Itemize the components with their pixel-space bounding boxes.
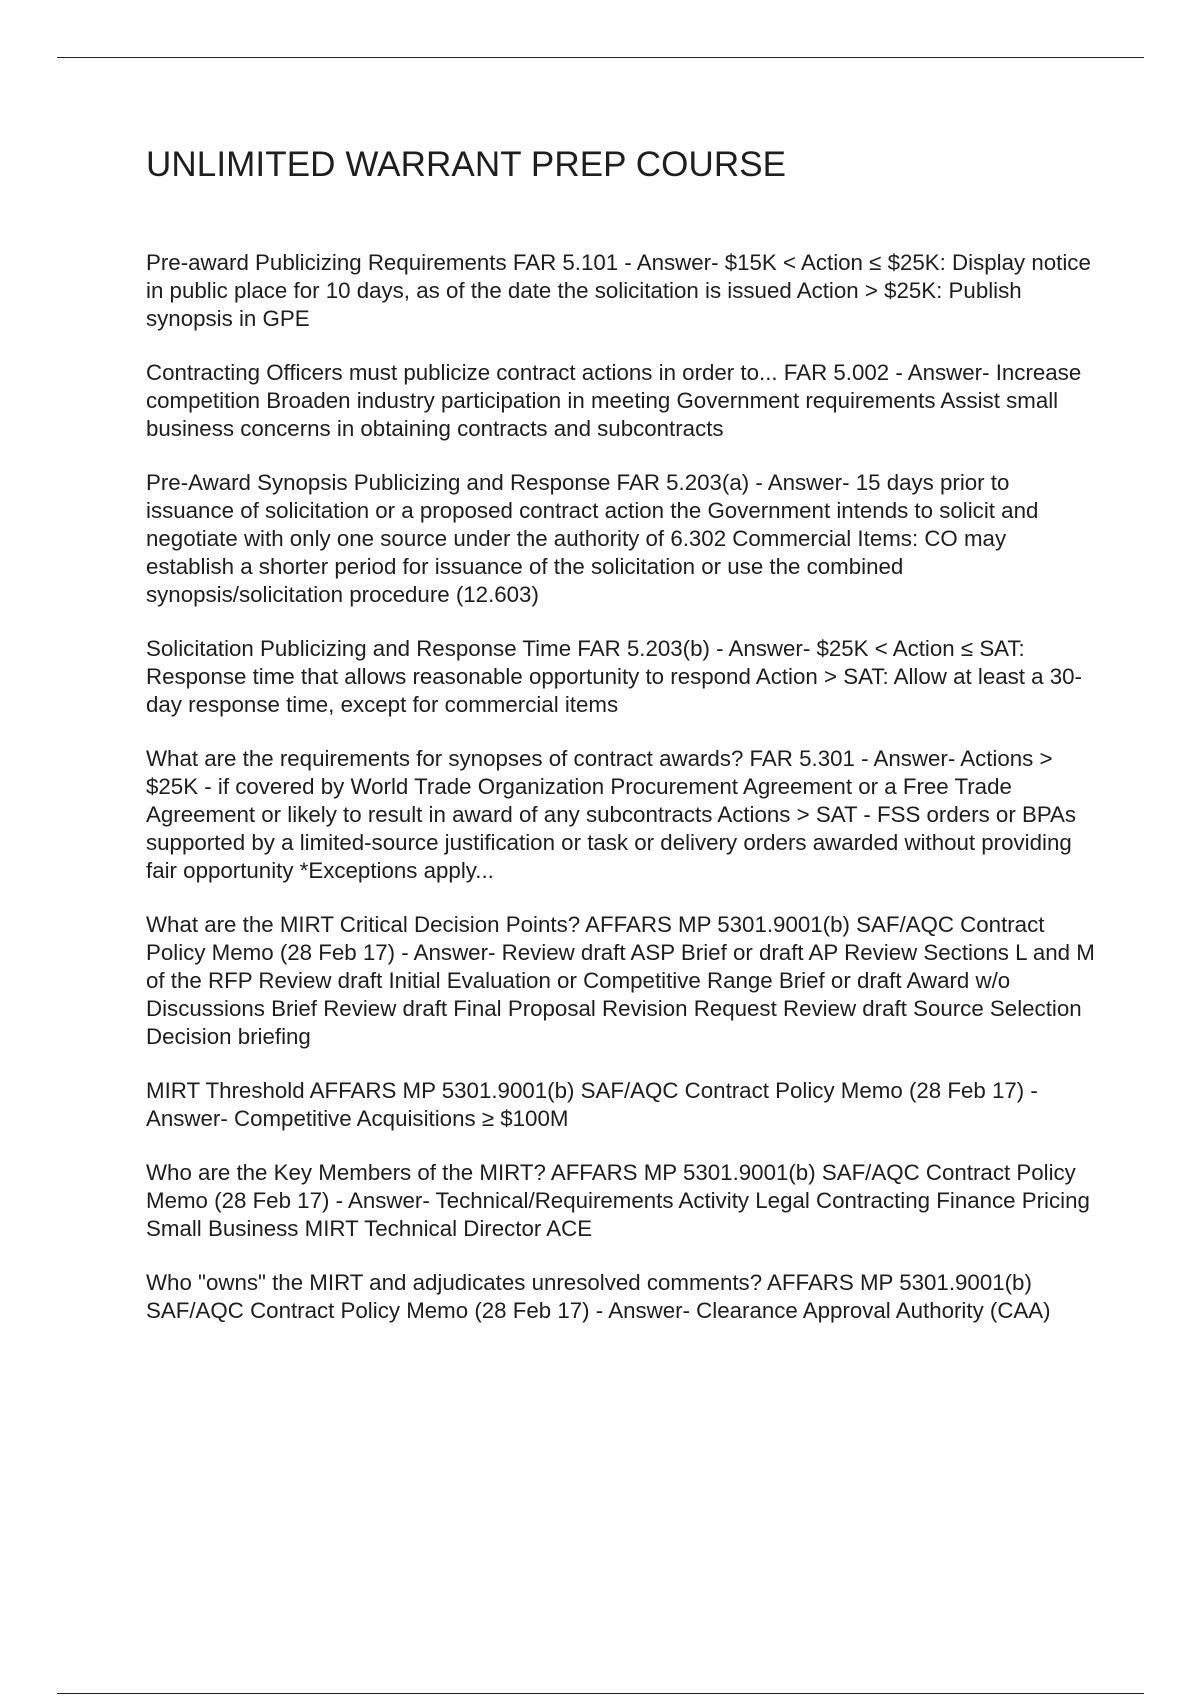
qa-list (146, 249, 1096, 1325)
qa-entry: What are the requirements for synopses of contract awards? FAR 5.301 - Answer- Actions > $25K - if covered by World Trade Organization Procurement Agreement or a Free Trade Agreement or likely to result in award of any subcontracts Actions > SAT - FSS orders or BPAs supported by a limited-source justification or task or delivery orders awarded without providing fair opportunity *Exceptions apply... (146, 746, 1077, 883)
document-page (146, 143, 1096, 1351)
qa-entry: Who are the Key Members of the MIRT? AFFARS MP 5301.9001(b) SAF/AQC Contract Policy Memo (28 Feb 17) - Answer- Technical/Requirements Activity Legal Contracting Finance Pricing Small Business MIRT Technical Director ACE (146, 1160, 1090, 1241)
document-title: UNLIMITED WARRANT PREP COURSE (146, 145, 787, 184)
qa-entry: Who "owns" the MIRT and adjudicates unresolved comments? AFFARS MP 5301.9001(b) SAF/AQC Contract Policy Memo (28 Feb 17) - Answer- Clearance Approval Authority (CAA) (146, 1270, 1051, 1323)
qa-entry: Pre-Award Synopsis Publicizing and Response FAR 5.203(a) - Answer- 15 days prior to issuance of solicitation or a proposed contract action the Government intends to solicit and negotiate with only one source under the authority of 6.302 Commercial Items: CO may establish a shorter period for issuance of the solicitation or use the combined synopsis/solicitation procedure (12.603) (146, 470, 1039, 607)
footer-rule (57, 1693, 1144, 1694)
qa-entry: What are the MIRT Critical Decision Points? AFFARS MP 5301.9001(b) SAF/AQC Contract Policy Memo (28 Feb 17) - Answer- Review draft ASP Brief or draft AP Review Sections L and M of the RFP Review draft Initial Evaluation or Competitive Range Brief or draft Award w/o Discussions Brief Review draft Final Proposal Revision Request Review draft Source Selection Decision briefing (146, 912, 1095, 1049)
qa-entry: Pre-award Publicizing Requirements FAR 5.101 - Answer- $15K < Action ≤ $25K: Display notice in public place for 10 days, as of the date the solicitation is issued Action > $25K: Publish synopsis in GPE (146, 250, 1091, 331)
qa-entry: Solicitation Publicizing and Response Time FAR 5.203(b) - Answer- $25K < Action ≤ SAT: Response time that allows reasonable opportunity to respond Action > SAT: Allow at least a 30-day response time, except for commercial items (146, 636, 1082, 717)
qa-entry: MIRT Threshold AFFARS MP 5301.9001(b) SAF/AQC Contract Policy Memo (28 Feb 17) - Answer- Competitive Acquisitions ≥ $100M (146, 1078, 1038, 1131)
qa-entry: Contracting Officers must publicize contract actions in order to... FAR 5.002 - Answer- Increase competition Broaden industry participation in meeting Government requirements Assist small business concerns in obtaining contracts and subcontracts (146, 360, 1082, 441)
header-rule (57, 57, 1144, 58)
